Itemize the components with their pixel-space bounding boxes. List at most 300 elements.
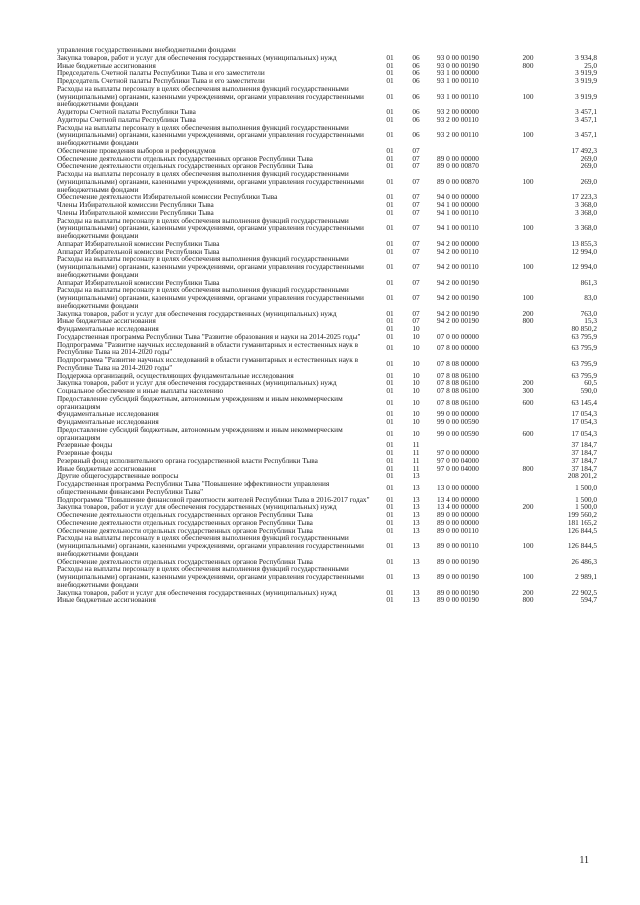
row-target-article: 89 0 00 00000 [437,517,479,527]
row-amount: 17 223,3 [571,192,597,202]
row-amount: 126 844,5 [567,525,597,535]
row-amount: 37 184,7 [571,455,597,465]
row-target-article: 94 2 00 00190 [437,308,479,318]
row-name: Закупка товаров, работ и услуг для обеспечения государственных (муниципальных) нужд [57,587,337,597]
row-name: Члены Избирательной комиссии Республики Тыва [57,200,214,209]
row-subsection: 10 [412,343,420,353]
row-target-article: 99 0 00 00590 [437,428,479,438]
row-expense-type: 200 [522,308,534,318]
row-expense-type: 100 [522,541,534,550]
row-amount: 12 994,0 [571,262,597,271]
row-expense-type [513,480,543,496]
row-section: 01 [386,463,394,473]
row-name: Аудиторы Счетной палаты Республики Тыва [57,114,196,124]
row-target-article: 93 2 00 00000 [437,107,479,116]
table-row [57,395,597,411]
row-subsection: 07 [412,246,420,256]
row-name: Резервные фонды [57,440,113,450]
row-name: Расходы на выплаты персоналу в целях обеспечения выполнения функций государственными (муниципальными) органами, казенными учреждениями, органами управления государственными внебюджетными фондами [57,533,364,558]
row-expense-type [513,279,543,287]
row-amount: 3 368,0 [575,200,597,209]
row-name: Государственная программа Республики Тыва "Развитие образования и науки на 2014-2025 годы" [57,331,361,341]
row-name: Обеспечение деятельности отдельных государственных органов Республики Тыва [57,517,313,527]
row-amount: 199 560,2 [567,510,597,519]
budget-table-body [57,46,597,604]
row-name: Другие общегосударственные вопросы [57,471,179,481]
row-name: Иные бюджетные ассигнования [57,316,156,326]
row-section: 01 [386,207,394,217]
row-subsection: 07 [412,161,420,171]
row-section: 01 [386,343,394,353]
row-name: Аппарат Избирательной комиссии Республики Тыва [57,238,220,248]
row-section: 01 [386,153,394,163]
row-section: 01 [386,471,394,481]
table-row [57,286,597,309]
row-expense-type [513,209,543,217]
row-target-article: 93 1 00 00000 [437,68,479,78]
row-amount: 17 054,3 [571,417,597,426]
row-expense-type [513,108,543,116]
row-name: Расходы на выплаты персоналу в целях обеспечения выполнения функций государственными (муниципальными) органами, казенными учреждениями, органами управления государственными внебюджетными фондами [57,83,364,109]
row-section: 01 [386,316,394,326]
row-expense-type: 100 [522,130,534,140]
row-name: Подпрограмма "Развитие научных исследований в области гуманитарных и естественных наук в Республике Тыва на 2014-2020 годы" [57,355,359,372]
row-subsection: 07 [412,308,420,318]
row-subsection: 06 [412,114,420,124]
row-expense-type [513,527,543,535]
row-amount: 861,3 [580,277,597,287]
row-expense-type: 100 [522,262,534,271]
row-subsection: 06 [412,68,420,78]
row-target-article: 89 0 00 00110 [437,541,479,550]
row-name: Закупка товаров, работ и услуг для обеспечения государственных (муниципальных) нужд [57,378,337,388]
row-section: 01 [386,556,394,566]
row-subsection: 07 [412,223,420,233]
row-name: Аппарат Избирательной комиссии Республики Тыва [57,246,220,256]
row-section: 01 [386,541,394,550]
row-target-article: 93 0 00 00190 [437,60,479,70]
row-amount: 269,0 [580,161,597,171]
row-section: 01 [386,308,394,318]
row-expense-type: 800 [522,316,534,326]
row-amount: 3 457,1 [575,114,597,124]
row-subsection: 07 [412,277,420,287]
row-subsection: 11 [412,448,420,457]
row-subsection: 06 [412,130,420,140]
row-name: Резервный фонд исполнительного органа государственной власти Республики Тыва [57,455,318,465]
row-amount: 22 902,5 [571,587,597,597]
row-expense-type: 800 [522,60,534,70]
row-subsection: 06 [412,76,420,85]
row-section: 01 [386,68,394,78]
row-amount: 3 368,0 [575,207,597,217]
row-expense-type [513,558,543,566]
row-section: 01 [386,428,394,438]
row-amount: 12 994,0 [571,246,597,256]
row-amount: 80 850,2 [571,324,597,333]
row-expense-type [513,449,543,457]
row-target-article: 97 0 00 00000 [437,448,479,457]
row-expense-type [513,116,543,124]
row-target-article: 13 4 00 00000 [437,502,479,512]
row-section: 01 [386,52,394,62]
row-subsection: 07 [412,316,420,326]
row-section: 01 [386,107,394,116]
row-amount: 1 500,0 [575,502,597,512]
row-amount: 17 492,3 [571,145,597,155]
row-subsection: 07 [412,145,420,155]
row-amount: 3 919,9 [575,76,597,85]
budget-table [57,46,597,604]
row-expense-type: 100 [522,572,534,581]
row-target-article: 93 2 00 00110 [437,114,479,124]
table-row [57,426,597,442]
row-name: Резервные фонды [57,448,113,457]
row-section: 01 [386,176,394,186]
table-row [57,480,597,496]
row-name: Иные бюджетные ассигнования [57,60,156,70]
row-subsection: 07 [412,176,420,186]
row-expense-type: 200 [522,52,534,62]
row-expense-type [513,472,543,480]
row-amount: 63 795,9 [571,358,597,368]
row-subsection: 13 [412,502,420,512]
row-section: 01 [386,246,394,256]
row-amount: 3 934,8 [575,52,597,62]
row-section: 01 [386,130,394,140]
row-name: Обеспечение деятельности отдельных государственных органов Республики Тыва [57,510,313,519]
row-name: Аппарат Избирательной комиссии Республики Тыва [57,277,220,287]
row-name: Подпрограмма "Развитие научных исследований в области гуманитарных и естественных наук в Республике Тыва на 2014-2020 годы" [57,339,359,357]
row-section: 01 [386,502,394,512]
row-expense-type [513,240,543,248]
row-subsection: 07 [412,153,420,163]
row-subsection: 13 [412,494,420,504]
row-expense-type: 800 [522,595,534,605]
row-subsection: 10 [412,397,420,407]
row-section: 01 [386,114,394,124]
row-name: Расходы на выплаты персоналу в целях обеспечения выполнения функций государственными (муниципальными) органами, казенными учреждениями, органами управления государственными внебюджетными фондами [57,215,364,240]
row-amount: 269,0 [580,176,597,186]
table-row [57,596,597,604]
row-target-article: 89 0 00 00000 [437,510,479,519]
row-section: 01 [386,440,394,450]
row-subsection: 13 [412,525,420,535]
row-target-article: 94 0 00 00000 [437,192,479,202]
row-expense-type [513,441,543,449]
row-amount: 126 844,5 [567,541,597,550]
row-target-article: 07 8 08 06100 [437,397,479,407]
row-section: 01 [386,494,394,504]
row-section: 01 [386,482,394,492]
row-target-article: 89 0 00 00870 [437,176,479,186]
row-subsection: 07 [412,238,420,248]
row-name: Предоставление субсидий бюджетным, автономным учреждениям и иным некоммерческим организациям [57,424,343,442]
row-expense-type: 200 [522,502,534,512]
row-name: Обеспечение деятельности отдельных государственных органов Республики Тыва [57,525,313,535]
row-subsection: 10 [412,417,420,426]
row-section: 01 [386,91,394,101]
row-section: 01 [386,386,394,395]
row-subsection: 13 [412,517,420,527]
row-section: 01 [386,525,394,535]
row-target-article: 89 0 00 00000 [437,153,479,163]
row-subsection: 06 [412,52,420,62]
row-target-article: 07 8 08 06100 [437,386,479,395]
row-target-article: 97 0 00 04000 [437,463,479,473]
row-expense-type [513,341,543,357]
row-name: Фундаментальные исследования [57,324,159,333]
row-target-article: 94 1 00 00110 [437,223,479,233]
row-section: 01 [386,331,394,341]
table-row [57,217,597,240]
row-name: Председатель Счетной палаты Республики Тыва и его заместители [57,76,265,85]
table-row [57,341,597,357]
row-amount: 17 054,3 [571,428,597,438]
row-name: Расходы на выплаты персоналу в целях обеспечения выполнения функций государственными (муниципальными) органами, казенными учреждениями, органами управления государственными внебюджетными фондами [57,285,364,310]
row-subsection: 10 [412,331,420,341]
row-target-article: 07 8 00 00000 [437,343,479,353]
row-target-article: 94 1 00 00000 [437,200,479,209]
row-name: Расходы на выплаты персоналу в целях обеспечения выполнения функций государственными (муниципальными) органами, казенными учреждениями, органами управления государственными внебюджетными фондами [57,564,364,589]
row-amount: 63 145,4 [571,397,597,407]
row-amount: 15,3 [584,316,597,326]
row-name: Расходы на выплаты персоналу в целях обеспечения выполнения функций государственными (муниципальными) органами, казенными учреждениями, органами управления государственными внебюджетными фондами [57,122,364,147]
row-amount: 60,5 [584,378,597,388]
row-name: Иные бюджетные ассигнования [57,463,156,473]
row-target-article: 13 0 00 00000 [437,482,479,492]
row-expense-type: 300 [522,386,534,395]
row-subsection: 13 [412,587,420,597]
row-amount: 63 795,9 [571,343,597,353]
row-target-article [429,472,513,480]
row-name: Члены Избирательной комиссии Республики Тыва [57,207,214,217]
row-amount: 3 919,9 [575,68,597,78]
row-expense-type [513,155,543,163]
table-row [57,255,597,278]
row-subsection: 06 [412,60,420,70]
row-target-article: 93 1 00 00110 [437,76,479,85]
row-amount: 37 184,7 [571,440,597,450]
row-expense-type [513,333,543,341]
row-amount: 208 201,2 [567,471,597,481]
row-subsection: 11 [412,463,420,473]
row-subsection: 07 [412,207,420,217]
table-row [57,441,597,449]
row-section: 01 [386,145,394,155]
row-expense-type: 600 [522,428,534,438]
row-target-article: 99 0 00 00590 [437,417,479,426]
row-amount: 13 855,3 [571,238,597,248]
row-target-article: 97 0 00 04000 [437,455,479,465]
row-subsection: 07 [412,262,420,271]
row-expense-type [513,77,543,85]
row-amount: 1 500,0 [575,494,597,504]
row-section: 01 [386,397,394,407]
row-subsection: 13 [412,541,420,550]
row-name: Фундаментальные исследования [57,409,159,419]
row-target-article: 99 0 00 00000 [437,409,479,419]
row-expense-type [513,201,543,209]
row-amount: 37 184,7 [571,463,597,473]
row-amount: 181 165,2 [567,517,597,527]
row-section: 01 [386,161,394,171]
row-target-article: 94 1 00 00110 [437,207,479,217]
row-expense-type: 100 [522,176,534,186]
table-row [57,124,597,147]
row-expense-type: 200 [522,587,534,597]
row-name: Обеспечение деятельности Избирательной комиссии Республики Тыва [57,192,278,202]
table-row [57,85,597,108]
row-section: 01 [386,262,394,271]
row-amount: 63 795,9 [571,370,597,380]
row-subsection: 13 [412,482,420,492]
row-target-article: 89 0 00 00190 [437,556,479,566]
row-amount: 17 054,3 [571,409,597,419]
row-amount: 3 919,9 [575,91,597,101]
row-name: Иные бюджетные ассигнования [57,595,156,605]
row-amount: 3 457,1 [575,107,597,116]
row-target-article: 89 0 00 00870 [437,161,479,171]
table-row [57,170,597,193]
row-section: 01 [386,455,394,465]
row-amount: 3 457,1 [575,130,597,140]
row-section: 01 [386,587,394,597]
row-name: Обеспечение деятельности отдельных государственных органов Республики Тыва [57,161,313,171]
row-name: Предоставление субсидий бюджетным, автономным учреждениям и иным некоммерческим организациям [57,393,343,411]
row-target-article: 94 2 00 00110 [437,246,479,256]
row-target-article: 89 0 00 00190 [437,572,479,581]
row-section: 01 [386,417,394,426]
row-target-article: 07 8 08 00000 [437,358,479,368]
row-section: 01 [386,358,394,368]
row-target-article: 93 1 00 00110 [437,91,479,101]
budget-document [57,46,597,604]
row-subsection: 10 [412,409,420,419]
row-name: Аудиторы Счетной палаты Республики Тыва [57,107,196,116]
row-section: 01 [386,572,394,581]
row-section: 01 [386,192,394,202]
row-subsection: 10 [412,386,420,395]
row-name: Председатель Счетной палаты Республики Тыва и его заместители [57,68,265,78]
row-section: 01 [386,595,394,605]
row-subsection: 07 [412,293,420,302]
row-amount: 3 368,0 [575,223,597,233]
row-expense-type: 600 [522,397,534,407]
row-section: 01 [386,200,394,209]
row-subsection: 10 [412,370,420,380]
row-section: 01 [386,378,394,388]
row-amount: 26 486,3 [571,556,597,566]
row-section: 01 [386,223,394,233]
row-section: 01 [386,409,394,419]
row-subsection: 06 [412,91,420,101]
row-expense-type [513,162,543,170]
row-subsection: 11 [412,440,420,450]
row-expense-type [513,410,543,418]
row-name: Закупка товаров, работ и услуг для обеспечения государственных (муниципальных) нужд [57,308,337,318]
row-amount: 763,0 [580,308,597,318]
row-expense-type: 800 [522,463,534,473]
row-target-article: 13 4 00 00000 [437,494,479,504]
row-target-article: 07 0 00 00000 [437,331,479,341]
row-amount: 1 500,0 [575,482,597,492]
table-row [57,356,597,372]
row-expense-type [513,147,543,155]
row-subsection: 11 [412,455,420,465]
row-subsection: 06 [412,107,420,116]
row-section: 01 [386,76,394,85]
row-subsection: 13 [412,510,420,519]
row-name: Социальное обеспечение и иные выплаты населению [57,386,224,395]
table-row [57,565,597,588]
row-target-article: 07 8 08 06100 [437,370,479,380]
row-name: Обеспечение деятельности отдельных государственных органов Республики Тыва [57,556,313,566]
row-amount: 590,0 [580,386,597,395]
row-target-article: 89 0 00 00110 [437,525,479,535]
table-row [57,534,597,557]
row-expense-type [513,356,543,372]
row-name: Поддержка организаций, осуществляющих фундаментальные исследования [57,370,294,380]
row-subsection: 13 [412,595,420,605]
row-name: Обеспечение проведения выборов и референдумов [57,145,216,155]
row-amount: 37 184,7 [571,448,597,457]
row-name: Государственная программа Республики Тыва "Повышение эффективности управления общественными финансами Республики Тыва" [57,479,330,496]
row-target-article: 93 2 00 00110 [437,130,479,140]
row-name: Закупка товаров, работ и услуг для обеспечения государственных (муниципальных) нужд [57,502,337,512]
row-subsection: 10 [412,324,420,333]
row-expense-type: 100 [522,293,534,302]
page-number: 11 [579,855,589,866]
row-section: 01 [386,448,394,457]
row-amount: 2 989,1 [575,572,597,581]
row-subsection: 13 [412,471,420,481]
row-amount: 63 795,9 [571,331,597,341]
row-target-article: 94 2 00 00190 [437,293,479,302]
row-subsection: 13 [412,572,420,581]
row-expense-type: 200 [522,378,534,388]
row-target-article: 89 0 00 00190 [437,595,479,605]
row-subsection: 10 [412,358,420,368]
row-expense-type [513,511,543,519]
row-name: Закупка товаров, работ и услуг для обеспечения государственных (муниципальных) нужд [57,52,337,62]
row-name: Фундаментальные исследования [57,417,159,426]
row-subsection: 10 [412,428,420,438]
row-section: 01 [386,277,394,287]
row-section: 01 [386,517,394,527]
row-name: управления государственными внебюджетными фондами [57,45,236,54]
row-expense-type [513,325,543,333]
row-section: 01 [386,510,394,519]
row-name: Подпрограмма "Повышение финансовой грамотности жителей Республики Тыва в 2016-2017 годах" [57,494,370,504]
row-name: Обеспечение деятельности отдельных государственных органов Республики Тыва [57,153,313,163]
row-section: 01 [386,238,394,248]
row-amount: 594,7 [580,595,597,605]
row-section: 01 [386,60,394,70]
row-amount: 83,0 [584,293,597,302]
row-section: 01 [386,293,394,302]
row-section: 01 [386,324,394,333]
row-target-article: 94 2 00 00000 [437,238,479,248]
row-expense-type: 100 [522,223,534,233]
row-expense-type [513,418,543,426]
row-amount: 269,0 [580,153,597,163]
row-target-article: 94 2 00 00110 [437,262,479,271]
row-amount: 25,0 [584,60,597,70]
row-target-article: 93 0 00 00190 [437,52,479,62]
row-expense-type [513,193,543,201]
row-target-article: 94 2 00 00190 [437,316,479,326]
